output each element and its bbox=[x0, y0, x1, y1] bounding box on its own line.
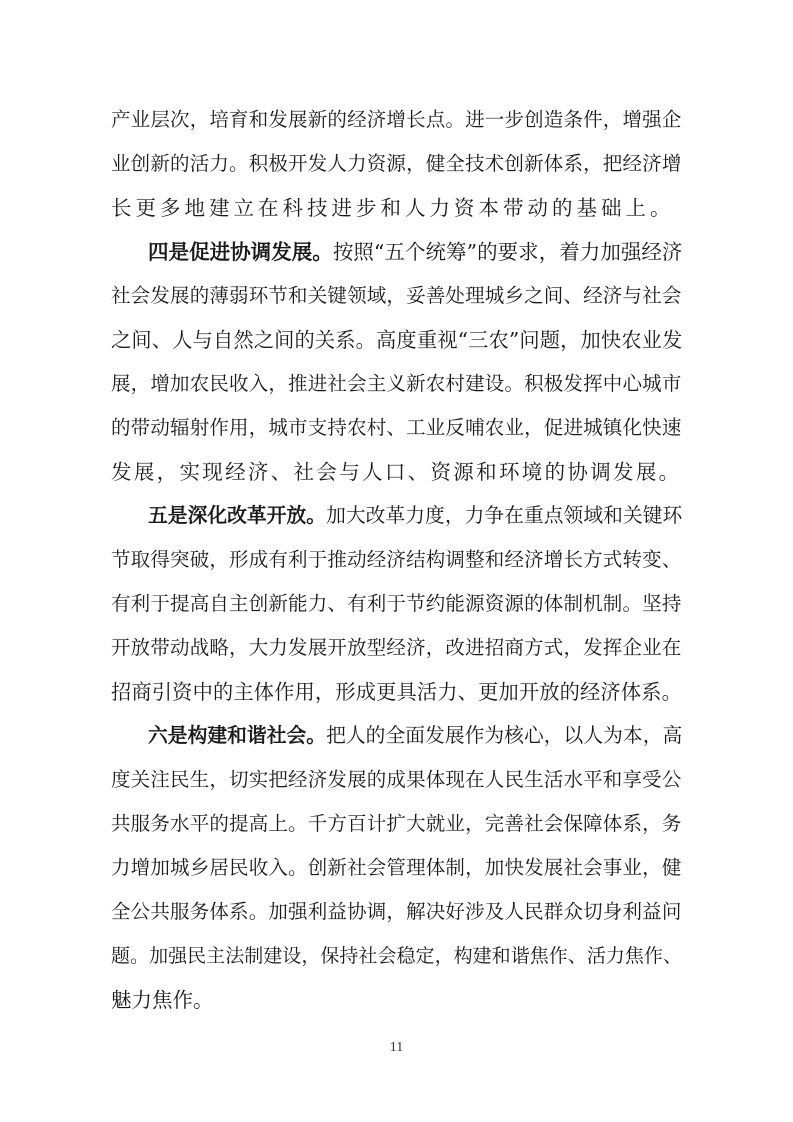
paragraph-text: 加大改革力度，力争在重点领域和关键环 bbox=[326, 504, 683, 527]
paragraph-line: 共服务水平的提高上。千方百计扩大就业，完善社会保障体系，务 bbox=[111, 812, 682, 835]
section-first-line bbox=[148, 501, 682, 531]
paragraph-line: 有利于提高自主创新能力、有利于节约能源资源的体制机制。坚持 bbox=[111, 592, 682, 615]
paragraph-text: 按照“五个统筹”的要求，着力加强经济 bbox=[332, 240, 683, 264]
paragraph-line: 业创新的活力。积极开发人力资源，健全技术创新体系，把经济增 bbox=[111, 152, 682, 175]
paragraph-line: 题。加强民主法制建设，保持社会稳定，构建和谐焦作、活力焦作、 bbox=[111, 945, 683, 967]
page-number: 11 bbox=[389, 1040, 404, 1055]
paragraph-line: 发展，实现经济、社会与人口、资源和环境的协调发展。 bbox=[111, 460, 682, 484]
section-heading: 五是深化改革开放。 bbox=[148, 504, 327, 527]
paragraph-line: 长更多地建立在科技进步和人力资本带动的基础上。 bbox=[111, 196, 675, 220]
paragraph-line: 之间、人与自然之间的关系。高度重视“三农”问题，加快农业发 bbox=[111, 328, 683, 352]
section-first-line bbox=[148, 721, 682, 751]
section-heading: 四是促进协调发展。 bbox=[148, 240, 333, 264]
paragraph-text: 把人的全面发展作为核心，以人为本，高 bbox=[326, 724, 683, 747]
paragraph-line: 全公共服务体系。加强利益协调，解决好涉及人民群众切身利益问 bbox=[111, 900, 682, 923]
paragraph-line: 力增加城乡居民收入。创新社会管理体制，加快发展社会事业，健 bbox=[111, 856, 682, 879]
paragraph-line: 度关注民生，切实把经济发展的成果体现在人民生活水平和享受公 bbox=[111, 768, 682, 791]
paragraph-line: 的带动辐射作用，城市支持农村、工业反哺农业，促进城镇化快速 bbox=[111, 416, 682, 439]
paragraph-line: 社会发展的薄弱环节和关键领域，妥善处理城乡之间、经济与社会 bbox=[111, 284, 682, 307]
paragraph-line: 招商引资中的主体作用，形成更具活力、更加开放的经济体系。 bbox=[111, 680, 683, 704]
section-heading: 六是构建和谐社会。 bbox=[148, 724, 327, 747]
paragraph-line: 节取得突破，形成有利于推动经济结构调整和经济增长方式转变、 bbox=[111, 548, 682, 571]
paragraph-line: 产业层次，培育和发展新的经济增长点。进一步创造条件，增强企 bbox=[111, 108, 682, 131]
paragraph-line: 魅力焦作。 bbox=[111, 988, 214, 1012]
paragraph-line: 展，增加农民收入，推进社会主义新农村建设。积极发挥中心城市 bbox=[111, 372, 682, 395]
paragraph-line: 开放带动战略，大力发展开放型经济，改进招商方式，发挥企业在 bbox=[111, 636, 682, 659]
section-first-line bbox=[148, 237, 682, 267]
